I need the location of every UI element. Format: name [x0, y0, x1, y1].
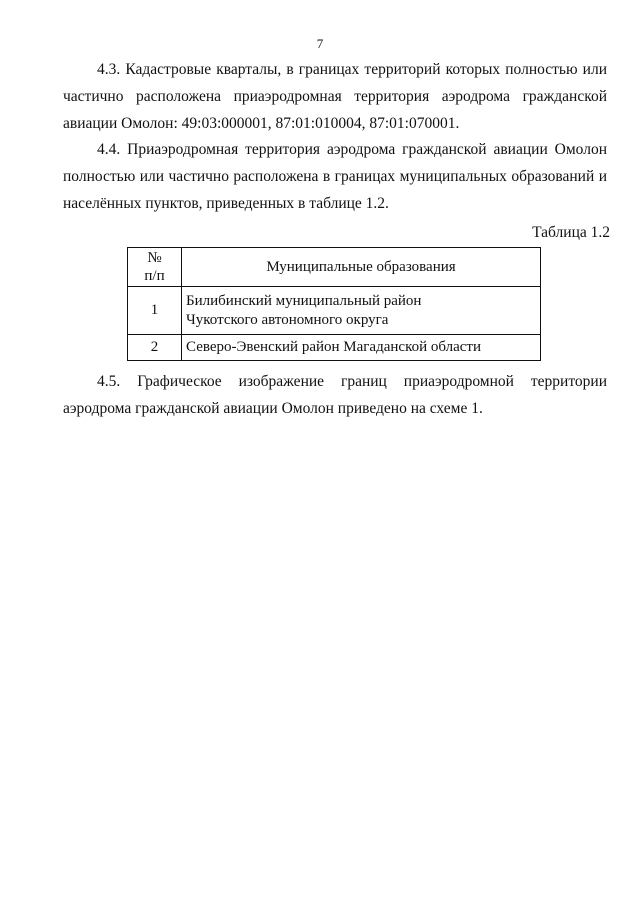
row-municipality-line1: Билибинский муниципальный район [186, 292, 422, 309]
row-municipality-line2: Чукотского автономного округа [186, 311, 389, 328]
row-municipality-line1: Северо-Эвенский район Магаданской области [186, 339, 482, 355]
header-number-line1: № [147, 250, 162, 266]
table-caption: Таблица 1.2 [532, 224, 610, 241]
row-number: 1 [128, 287, 182, 335]
table-header-row [128, 248, 541, 287]
header-number [128, 248, 182, 287]
paragraph-4-4: 4.4. Приаэродромная территория аэродрома гражданской авиации Омолон полностью или частично расположена в границах муниципальных образований и населённых пунктов, приведенных в таблице 1.2. [63, 141, 607, 212]
row-municipality [182, 287, 541, 335]
municipalities-table [127, 247, 541, 361]
paragraph-4-3: 4.3. Кадастровые кварталы, в границах территорий которых полностью или частично расположена приаэродромная территория аэродрома гражданской авиации Омолон: 49:03:000001, 87:01:010004, 87:01:070001. [63, 61, 607, 132]
table-row [128, 335, 541, 361]
row-number: 2 [128, 335, 182, 361]
page-number: 7 [316, 36, 324, 51]
paragraph-4-5: 4.5. Графическое изображение границ приаэродромной территории аэродрома гражданской авиации Омолон приведено на схеме 1. [63, 373, 607, 417]
table-row [128, 287, 541, 335]
header-number-line2: п/п [144, 268, 165, 284]
row-municipality [182, 335, 541, 361]
header-municipalities: Муниципальные образования [182, 248, 541, 287]
